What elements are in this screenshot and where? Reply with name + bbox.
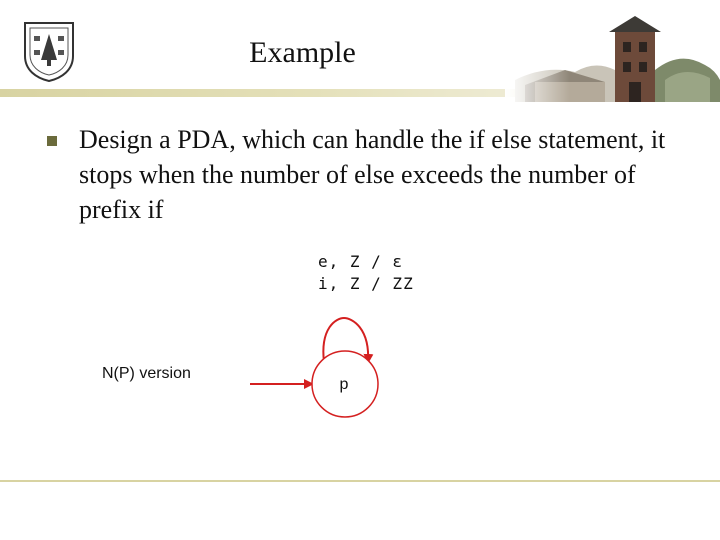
- pda-state-diagram: [240, 300, 400, 420]
- slide-title: Example: [249, 36, 356, 69]
- footer-rule: [0, 480, 720, 482]
- np-version-label: N(P) version: [102, 365, 191, 382]
- state-p-label: p: [339, 376, 349, 393]
- campus-tower-scene: [505, 10, 720, 102]
- bullet-text: Design a PDA, which can handle the if else statement, it stops when the number of else exceeds the number of prefix if: [79, 125, 666, 224]
- transition-label-if: i, Z / ZZ: [318, 274, 414, 293]
- transition-label-else: e, Z / ε: [318, 252, 404, 271]
- header-rule: [0, 89, 515, 97]
- bullet-marker: [47, 136, 57, 146]
